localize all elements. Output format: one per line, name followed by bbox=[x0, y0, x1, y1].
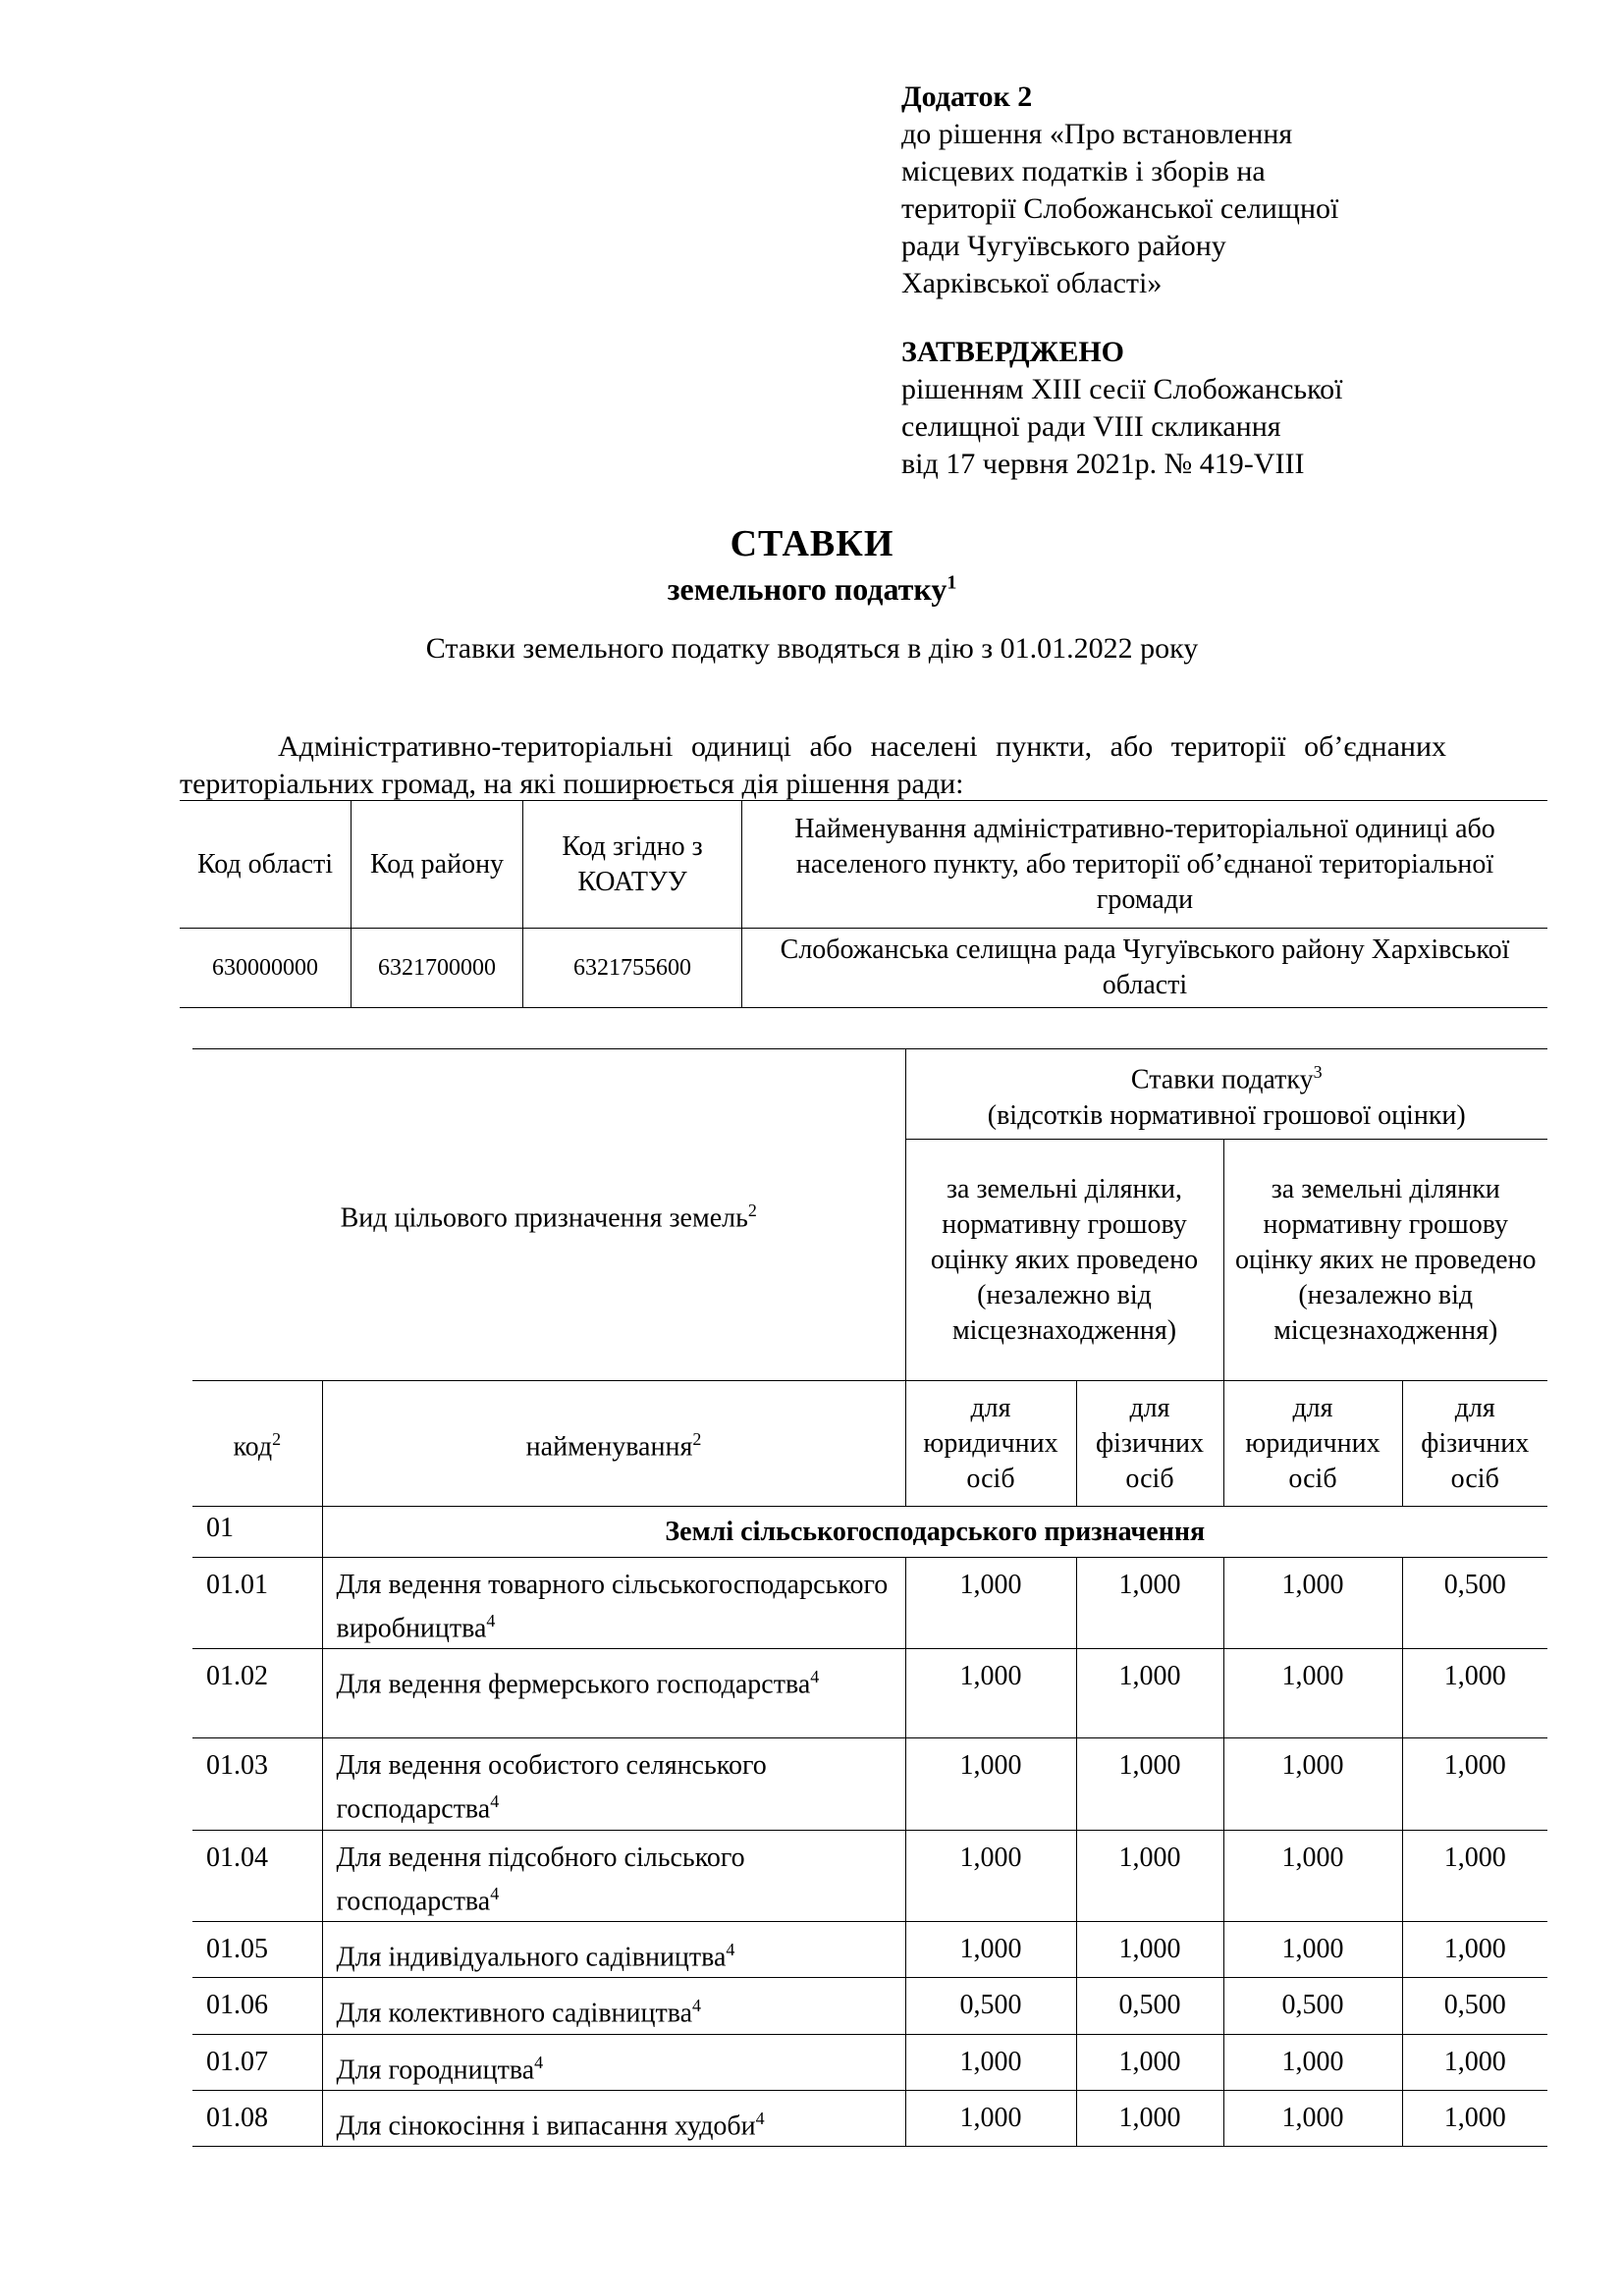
page-subtitle bbox=[0, 571, 1624, 608]
row-name bbox=[322, 1558, 905, 1649]
rate-individual-not-assessed: 1,000 bbox=[1402, 2034, 1547, 2090]
rate-individual-assessed: 1,000 bbox=[1076, 2090, 1223, 2146]
footnote-mark: 4 bbox=[486, 1611, 496, 1630]
table-row bbox=[192, 1830, 1547, 1921]
header-legal-entities: для юридичних осіб bbox=[905, 1381, 1076, 1507]
table-row bbox=[180, 929, 1547, 1008]
rate-legal-assessed: 0,500 bbox=[905, 1978, 1076, 2034]
rate-individual-not-assessed: 1,000 bbox=[1402, 2090, 1547, 2146]
header-name-text: найменування bbox=[525, 1431, 693, 1463]
rate-legal-not-assessed: 1,000 bbox=[1223, 2090, 1402, 2146]
footnote-mark: 4 bbox=[726, 1939, 735, 1959]
rates-header-row-1 bbox=[192, 1049, 1547, 1140]
row-name-text: Для колективного садівництва bbox=[336, 1998, 693, 2029]
rate-legal-not-assessed: 1,000 bbox=[1223, 2034, 1402, 2090]
rate-legal-assessed: 1,000 bbox=[905, 1649, 1076, 1738]
approved-title: ЗАТВЕРДЖЕНО bbox=[901, 336, 1124, 368]
rate-individual-assessed: 1,000 bbox=[1076, 2034, 1223, 2090]
unit-name: Слобожанська селищна рада Чугуївського району Хархівської області bbox=[742, 929, 1548, 1008]
footnote-mark: 2 bbox=[747, 1201, 757, 1221]
table-row bbox=[192, 2090, 1547, 2146]
header-legal-entities: для юридичних осіб bbox=[1223, 1381, 1402, 1507]
footnote-mark: 4 bbox=[810, 1667, 820, 1687]
annex-line: Харківської області» bbox=[901, 267, 1163, 299]
rate-legal-not-assessed: 1,000 bbox=[1223, 1738, 1402, 1830]
table-row bbox=[192, 1738, 1547, 1830]
header-assessed: за земельні ділянки, нормативну грошову оцінку яких проведено (незалежно від місцезнаходження) bbox=[905, 1140, 1223, 1381]
rate-legal-not-assessed: 1,000 bbox=[1223, 1921, 1402, 1977]
footnote-mark: 4 bbox=[755, 2108, 765, 2128]
page-title: СТАВКИ bbox=[730, 523, 894, 564]
units-table-header bbox=[180, 801, 1547, 929]
rates-table bbox=[192, 1048, 1547, 2147]
footnote-mark: 1 bbox=[947, 571, 957, 594]
header-tax-rates-note: (відсотків нормативної грошової оцінки) bbox=[987, 1099, 1466, 1131]
row-name-text: Для ведення фермерського господарства bbox=[336, 1669, 811, 1700]
table-row bbox=[192, 1978, 1547, 2034]
row-name-text: Для ведення особистого селянського господарства bbox=[336, 1750, 767, 1825]
annex-line: до рішення «Про встановлення bbox=[901, 118, 1293, 150]
row-name bbox=[322, 1921, 905, 1977]
rate-individual-assessed: 1,000 bbox=[1076, 1738, 1223, 1830]
rate-individual-not-assessed: 1,000 bbox=[1402, 1649, 1547, 1738]
region-code: 630000000 bbox=[180, 929, 352, 1008]
row-name bbox=[322, 2034, 905, 2090]
header-unit-name: Найменування адміністративно-територіальної одиниці або населеного пункту, або території об’єднаної територіальної громади bbox=[742, 801, 1548, 929]
rate-legal-assessed: 1,000 bbox=[905, 1921, 1076, 1977]
footnote-mark: 4 bbox=[490, 1791, 500, 1812]
row-code: 01.05 bbox=[192, 1921, 322, 1977]
table-row bbox=[192, 2034, 1547, 2090]
approved-line: рішенням XIII сесії Слобожанської bbox=[901, 373, 1343, 405]
rate-legal-assessed: 1,000 bbox=[905, 1558, 1076, 1649]
row-name-text: Для ведення товарного сільськогосподарського виробництва bbox=[336, 1570, 889, 1644]
row-name-text: Для городництва bbox=[336, 2054, 535, 2085]
header-code bbox=[192, 1381, 322, 1507]
row-code: 01.02 bbox=[192, 1649, 322, 1738]
table-row bbox=[192, 1921, 1547, 1977]
header-not-assessed: за земельні ділянки нормативну грошову оцінку яких не проведено (незалежно від місцезнаходження) bbox=[1223, 1140, 1547, 1381]
row-name bbox=[322, 1830, 905, 1921]
header-koatuu-code: Код згідно з КОАТУУ bbox=[523, 801, 742, 929]
row-code: 01.06 bbox=[192, 1978, 322, 2034]
row-code: 01.08 bbox=[192, 2090, 322, 2146]
table-row bbox=[192, 1649, 1547, 1738]
annex-line: ради Чугуївського району bbox=[901, 230, 1226, 262]
footnote-mark: 4 bbox=[534, 2052, 544, 2072]
header-land-type bbox=[192, 1049, 905, 1381]
header-name bbox=[322, 1381, 905, 1507]
footnote-mark: 3 bbox=[1313, 1062, 1323, 1083]
rate-legal-not-assessed: 1,000 bbox=[1223, 1558, 1402, 1649]
rate-individual-not-assessed: 1,000 bbox=[1402, 1921, 1547, 1977]
row-code: 01.04 bbox=[192, 1830, 322, 1921]
rate-individual-assessed: 0,500 bbox=[1076, 1978, 1223, 2034]
annex-block bbox=[901, 79, 1451, 483]
approved-line: від 17 червня 2021р. № 419-VIII bbox=[901, 448, 1305, 480]
row-code: 01.01 bbox=[192, 1558, 322, 1649]
row-code: 01.03 bbox=[192, 1738, 322, 1830]
rate-individual-assessed: 1,000 bbox=[1076, 1558, 1223, 1649]
rate-legal-assessed: 1,000 bbox=[905, 1830, 1076, 1921]
header-land-type-text: Вид цільового призначення земель bbox=[340, 1202, 748, 1234]
header-tax-rates-text: Ставки податку bbox=[1130, 1064, 1314, 1095]
row-name bbox=[322, 2090, 905, 2146]
rate-individual-not-assessed: 1,000 bbox=[1402, 1738, 1547, 1830]
district-code: 6321700000 bbox=[352, 929, 523, 1008]
rate-legal-not-assessed: 0,500 bbox=[1223, 1978, 1402, 2034]
intro-paragraph: Адміністративно-територіальні одиниці або населені пункти, або території об’єднаних територіальних громад, на які поширюється дія рішення ради: bbox=[180, 730, 1446, 800]
footnote-mark: 2 bbox=[272, 1429, 282, 1450]
koatuu-code: 6321755600 bbox=[523, 929, 742, 1008]
row-code: 01.07 bbox=[192, 2034, 322, 2090]
rate-individual-not-assessed: 1,000 bbox=[1402, 1830, 1547, 1921]
table-row bbox=[192, 1558, 1547, 1649]
header-region-code: Код області bbox=[180, 801, 352, 929]
rate-legal-assessed: 1,000 bbox=[905, 2090, 1076, 2146]
subtitle-text: земельного податку bbox=[667, 571, 947, 607]
effective-date-note: Ставки земельного податку вводяться в дію з 01.01.2022 року bbox=[425, 632, 1199, 665]
rate-individual-not-assessed: 0,500 bbox=[1402, 1558, 1547, 1649]
units-table bbox=[180, 800, 1547, 1008]
rate-legal-assessed: 1,000 bbox=[905, 2034, 1076, 2090]
header-individuals: для фізичних осіб bbox=[1402, 1381, 1547, 1507]
rate-individual-assessed: 1,000 bbox=[1076, 1830, 1223, 1921]
footnote-mark: 4 bbox=[490, 1883, 500, 1903]
rate-legal-assessed: 1,000 bbox=[905, 1738, 1076, 1830]
row-name bbox=[322, 1978, 905, 2034]
row-name-text: Для сінокосіння і випасання худоби bbox=[336, 2110, 756, 2142]
annex-line: місцевих податків і зборів на bbox=[901, 155, 1266, 187]
header-code-text: код bbox=[233, 1431, 273, 1463]
section-row bbox=[192, 1507, 1547, 1558]
rate-legal-not-assessed: 1,000 bbox=[1223, 1830, 1402, 1921]
row-name-text: Для ведення підсобного сільського господарства bbox=[336, 1842, 745, 1916]
rate-individual-assessed: 1,000 bbox=[1076, 1921, 1223, 1977]
header-district-code: Код району bbox=[352, 801, 523, 929]
footnote-mark: 4 bbox=[692, 1996, 702, 2016]
row-name-text: Для індивідуального садівництва bbox=[336, 1942, 727, 1973]
header-individuals: для фізичних осіб bbox=[1076, 1381, 1223, 1507]
row-name bbox=[322, 1738, 905, 1830]
annex-line: території Слобожанської селищної bbox=[901, 192, 1339, 225]
approved-line: селищної ради VIII скликання bbox=[901, 410, 1281, 443]
rate-individual-not-assessed: 0,500 bbox=[1402, 1978, 1547, 2034]
row-name bbox=[322, 1649, 905, 1738]
annex-title: Додаток 2 bbox=[901, 80, 1033, 113]
section-name: Землі сільськогосподарського призначення bbox=[322, 1507, 1547, 1558]
header-tax-rates bbox=[905, 1049, 1547, 1140]
rate-individual-assessed: 1,000 bbox=[1076, 1649, 1223, 1738]
rate-legal-not-assessed: 1,000 bbox=[1223, 1649, 1402, 1738]
footnote-mark: 2 bbox=[692, 1429, 702, 1450]
rates-header-row-3 bbox=[192, 1381, 1547, 1507]
section-code: 01 bbox=[192, 1507, 322, 1558]
approved-block bbox=[901, 334, 1451, 483]
